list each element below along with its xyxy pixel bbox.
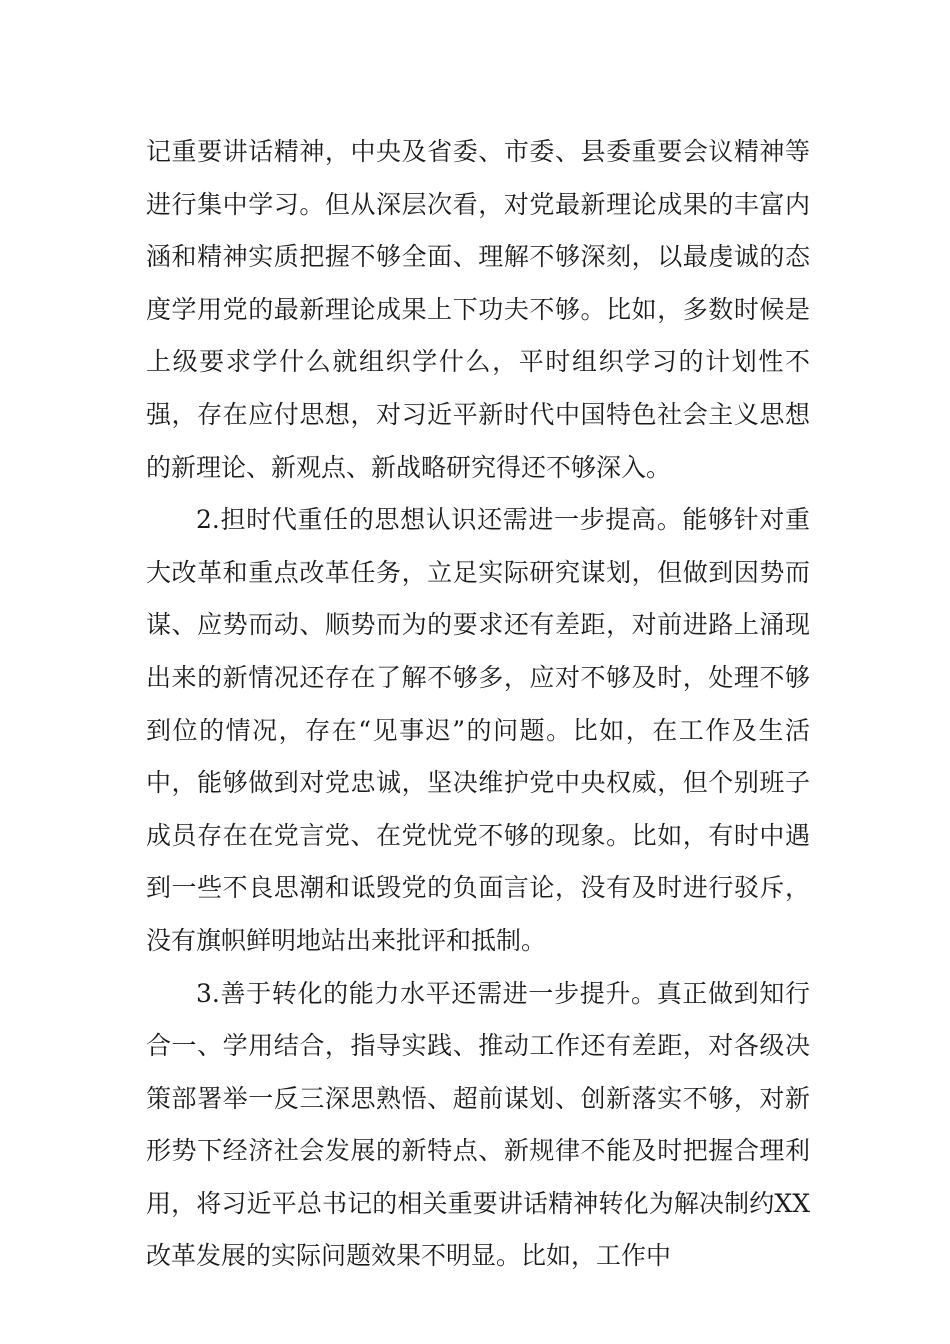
paragraph-intro-continuation: 记重要讲话精神，中央及省委、市委、县委重要会议精神等进行集中学习。但从深层次看，对党最新理论成果的丰富内涵和精神实质把握不够全面、理解不够深刻，以最虔诚的态度学用党的最新理论成果上下功夫不够。比如，多数时候是上级要求学什么就组织学什么，平时组织学习的计划性不强，存在应付思想，对习近平新时代中国特色社会主义思想的新理论、新观点、新战略研究得还不够深入。 [146, 137, 810, 482]
paragraph-item-2: 2.担时代重任的思想认识还需进一步提高。能够针对重大改革和重点改革任务，立足实际研究谋划，但做到因势而谋、应势而动、顺势而为的要求还有差距，对前进路上涌现出来的新情况还存在了解不够多，应对不够及时，处理不够到位的情况，存在“见事迟”的问题。比如，在工作及生活中，能够做到对党忠诚，坚决维护党中央权威，但个别班子成员存在在党言党、在党忧党不够的现象。比如，有时中遇到一些不良思潮和诋毁党的负面言论，没有及时进行驳斥，没有旗帜鲜明地站出来批评和抵制。 [146, 505, 810, 955]
paragraph-item-3: 3.善于转化的能力水平还需进一步提升。真正做到知行合一、学用结合，指导实践、推动工作还有差距，对各级决策部署举一反三深思熟悟、超前谋划、创新落实不够，对新形势下经济社会发展的新特点、新规律不能及时把握合理利用，将习近平总书记的相关重要讲话精神转化为解决制约XX改革发展的实际问题效果不明显。比如，工作中 [146, 978, 810, 1271]
body-text [146, 126, 810, 1283]
